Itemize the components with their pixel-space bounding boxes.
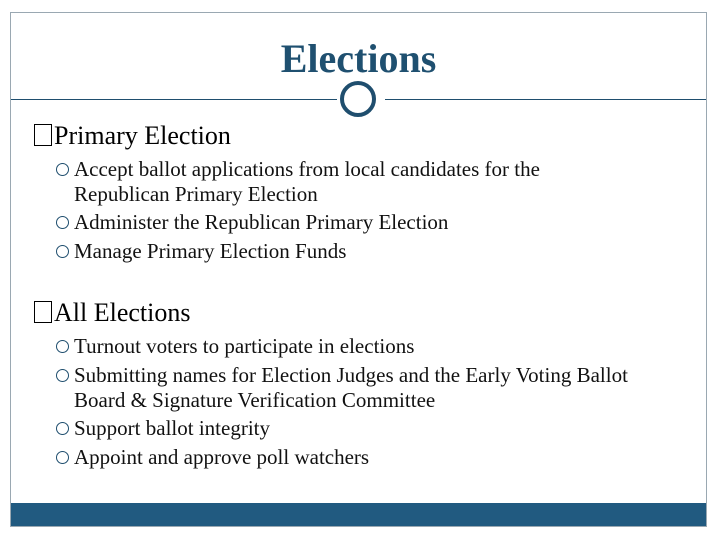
circle-bullet-icon	[56, 340, 69, 353]
section-heading-primary-election	[34, 121, 231, 151]
circle-bullet-icon	[56, 369, 69, 382]
circle-bullet-icon	[56, 422, 69, 435]
list-item-text: Turnout voters to participate in elections	[74, 334, 415, 358]
section-heading-label: All Elections	[54, 298, 191, 327]
list-item	[56, 445, 674, 470]
circle-bullet-icon	[56, 163, 69, 176]
section-heading-all-elections	[34, 298, 190, 328]
circle-bullet-icon	[56, 451, 69, 464]
list-item-text: Accept ballot applications from local candidates for the Republican Primary Election	[74, 157, 540, 206]
list-item-text: Submitting names for Election Judges and the Early Voting Ballot Board & Signature Verification Committee	[74, 363, 628, 412]
list-item-text: Appoint and approve poll watchers	[74, 445, 370, 469]
title-divider-right	[385, 99, 706, 100]
title-divider-left	[11, 99, 337, 100]
list-item-text: Manage Primary Election Funds	[74, 239, 347, 263]
list-item	[56, 157, 634, 207]
list-item-text: Administer the Republican Primary Election	[74, 210, 449, 234]
checkbox-glyph-icon	[34, 301, 52, 323]
list-item	[56, 416, 674, 441]
divider-ring-icon	[340, 81, 376, 117]
circle-bullet-icon	[56, 216, 69, 229]
slide-title: Elections	[280, 36, 437, 81]
list-item	[56, 210, 674, 235]
list-item	[56, 363, 659, 413]
list-item	[56, 239, 674, 264]
list-item-text: Support ballot integrity	[74, 416, 270, 440]
list-item	[56, 334, 674, 359]
circle-bullet-icon	[56, 245, 69, 258]
footer-bar	[11, 503, 706, 526]
section-heading-label: Primary Election	[54, 121, 231, 150]
checkbox-glyph-icon	[34, 124, 52, 146]
